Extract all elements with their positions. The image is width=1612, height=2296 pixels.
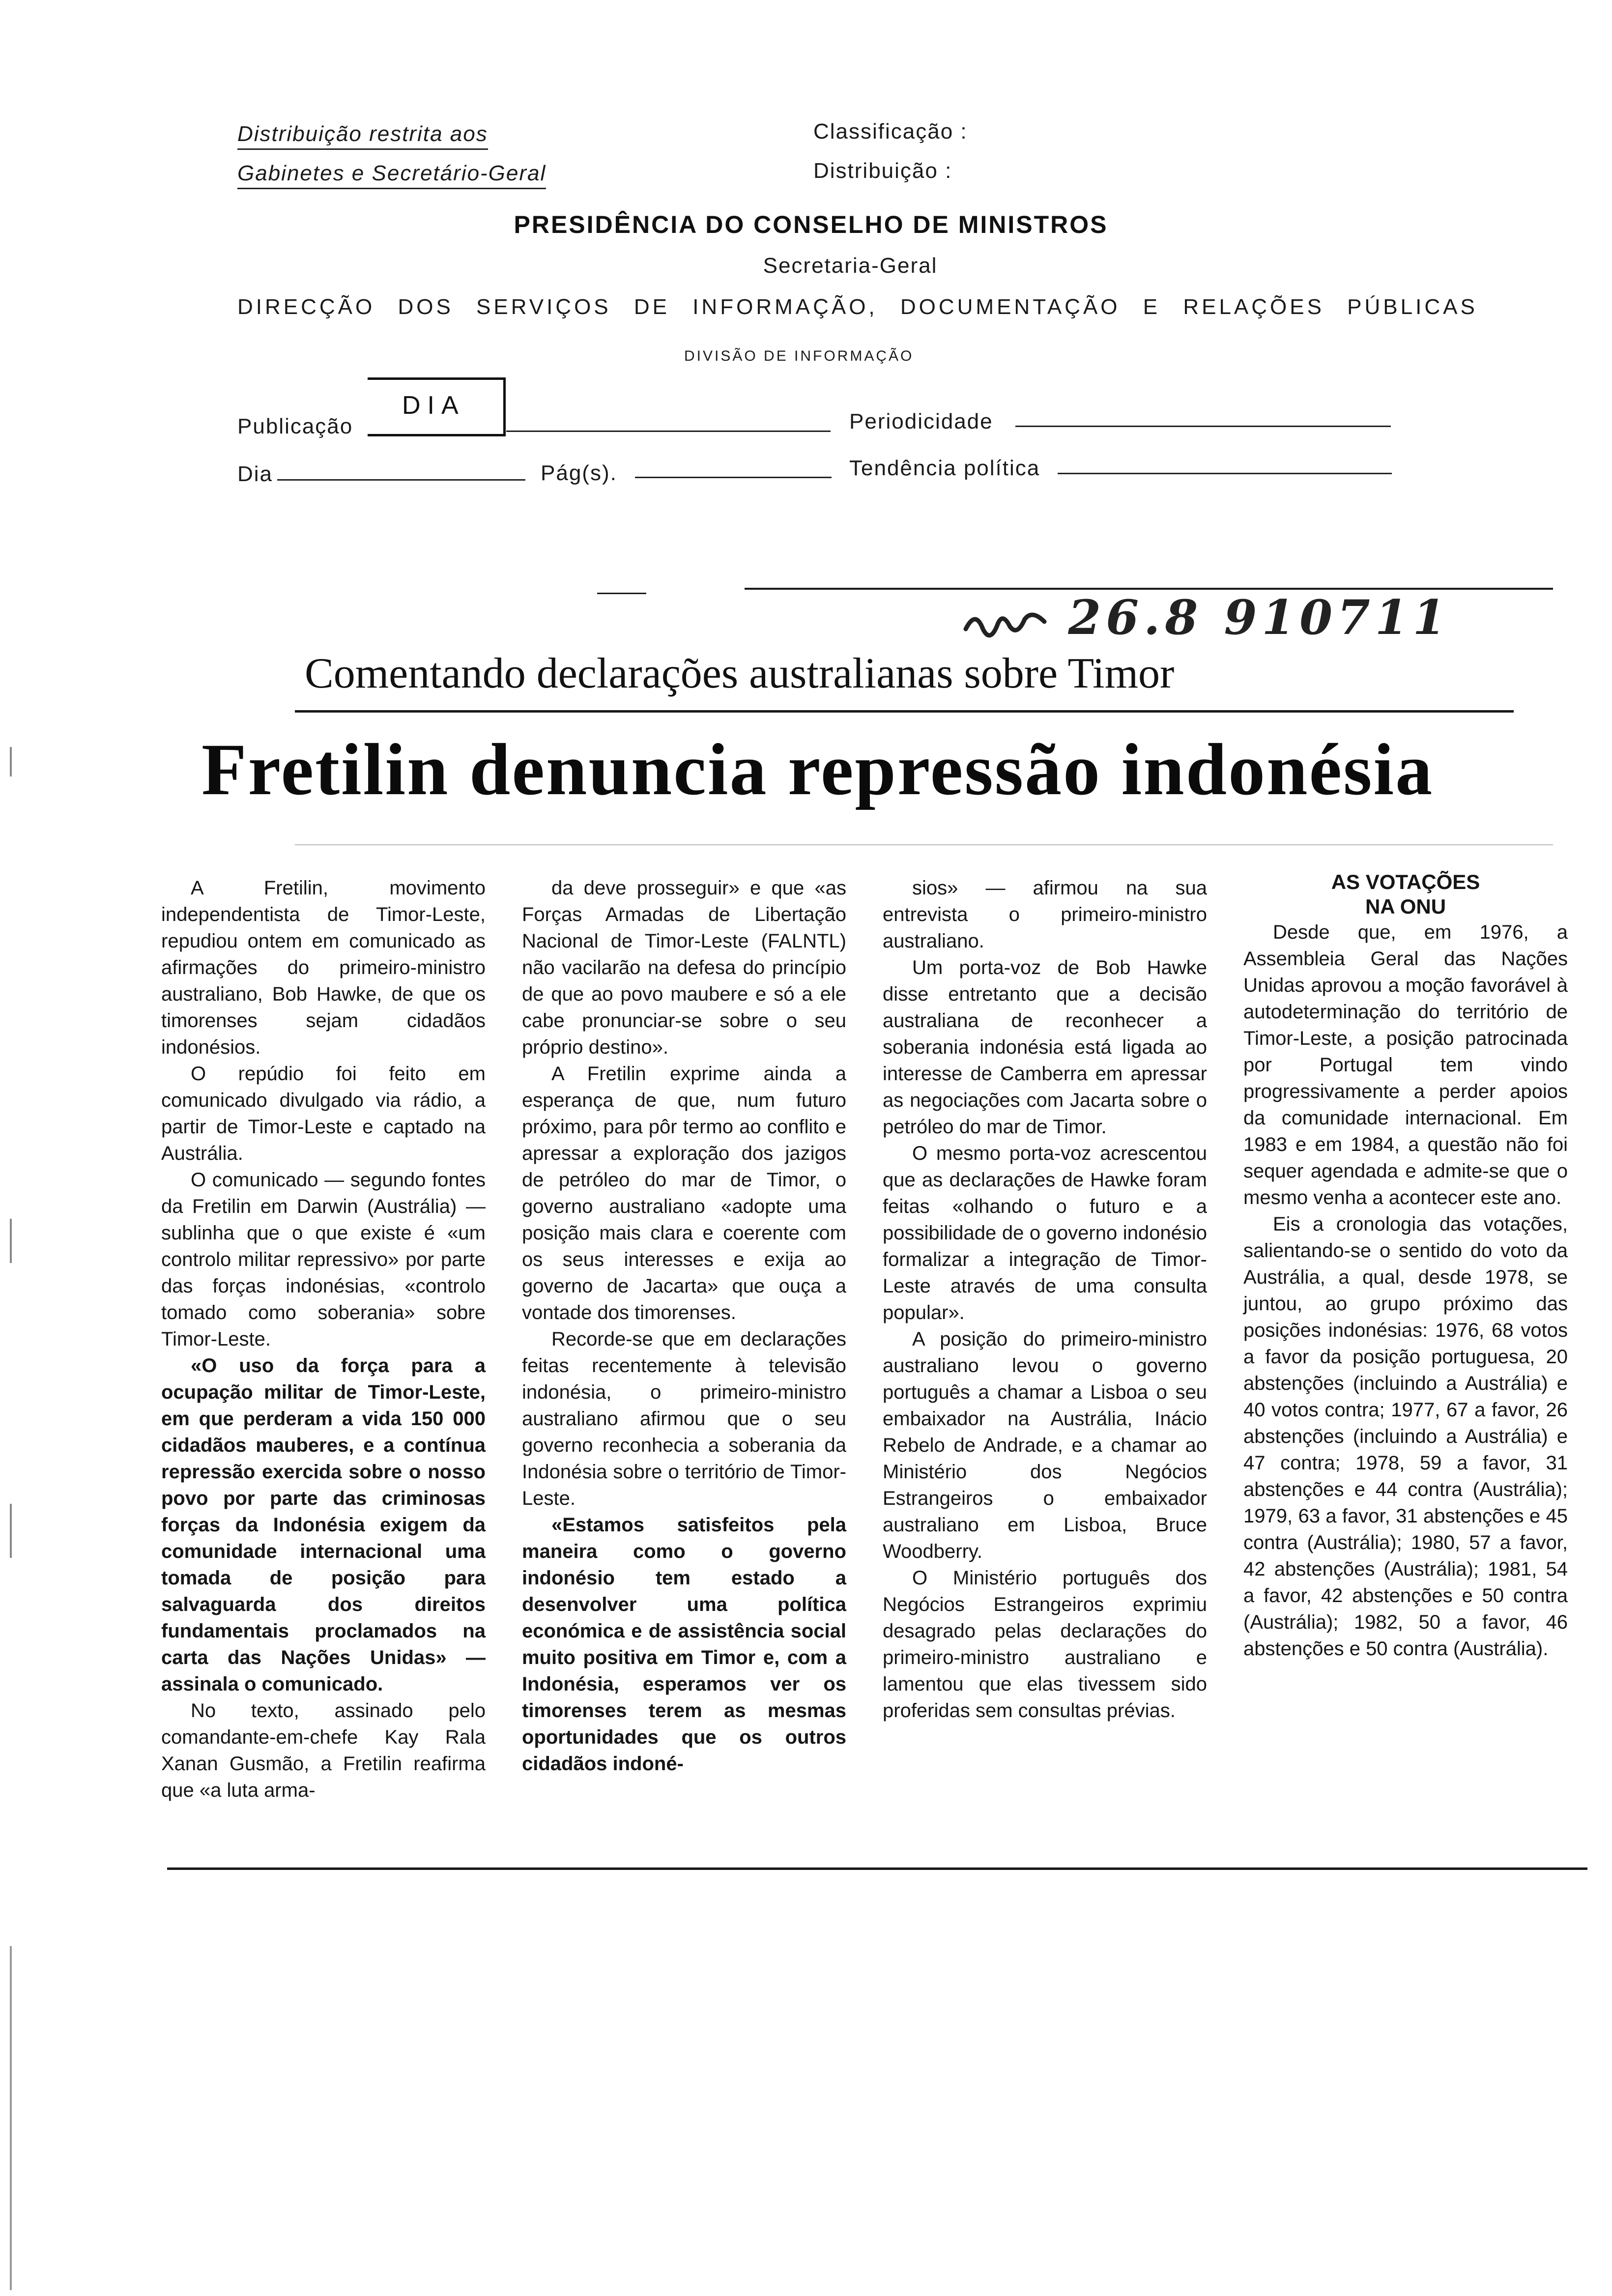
kicker-rule [295,710,1514,713]
periodicity-line [1015,426,1391,427]
article-paragraph: Um porta-voz de Bob Hawke disse entretanto que a decisão australiana de reconhecer a soberania indonésia está ligada ao interesse de Camberra em apressar as negociações com Jacarta sobre o petróleo do mar de Timor. [883,957,1207,1138]
secretariat-label: Secretaria-Geral [763,254,938,278]
article-paragraph: O mesmo porta-voz acrescentou que as declarações de Hawke foram feitas «olhando o futuro e a possibilidade de o governo indonésio formalizar a integração de Timor-Leste através de uma consulta popular». [883,1143,1207,1323]
binding-mark-2 [10,1219,12,1263]
division-label: DIVISÃO DE INFORMAÇÃO [684,348,914,364]
article-kicker: Comentando declarações australianas sobre Timor [305,650,1175,697]
binding-mark-1 [10,747,12,776]
classification-label: Classificação : [813,119,968,144]
article-paragraph: Eis a cronologia das votações, salientando-se o sentido do voto da Austrália, a qual, desde 1978, se juntou, ao grupo próximo das posições indonésias: 1976, 68 votos a favor da posição portuguesa, 20 abstenções (incluindo a Austrália) e 40 votos contra; 1977, 67 a favor, 26 abstenções (incluindo a Austrália) e 47 contra; 1978, 59 a favor, 31 abstenções e 44 contra (Austrália); 1979, 63 a favor, 31 abstenções e 45 contra (Austrália); 1980, 57 a favor, 42 abstenções (Austrália); 1981, 54 a favor, 42 abstenções e 50 contra (Austrália); 1982, 50 a favor, 46 abstenções e 50 contra (Austrália). [1243,1213,1568,1660]
binding-mark-3 [10,1504,12,1558]
article-paragraph: No texto, assinado pelo comandante-em-chefe Kay Rala Xanan Gusmão, a Fretilin reafirma que «a luta arma- [161,1700,486,1801]
sidebar-heading-line2: NA ONU [1365,895,1446,918]
article-paragraph: Desde que, em 1976, a Assembleia Geral das Nações Unidas aprovou a moção favorável à autodeterminação do território de Timor-Leste, a posição patrocinada por Portugal tem vindo progressivamente a perder apoios da comunidade internacional. Em 1983 e em 1984, a questão não foi sequer agendada e admite-se que o mesmo venha a acontecer este ano. [1243,921,1568,1208]
restricted-distribution-line1: Distribuição restrita aos [237,122,488,150]
article-column-1 [161,875,486,1804]
article-paragraph: O Ministério português dos Negócios Estrangeiros exprimiu desagrado pelas declarações do primeiro-ministro australiano e lamentou que elas tivessem sido proferidas sem consultas prévias. [883,1567,1207,1722]
article-column-4 [1243,870,1568,1662]
article-paragraph: A posição do primeiro-ministro australiano levou o governo português a chamar a Lisboa o seu embaixador na Austrália, Inácio Rebelo de Andrade, e a chamar ao Ministério dos Negócios Estrangeiros o embaixador australiano em Lisboa, Bruce Woodberry. [883,1328,1207,1562]
political-tendency-line [1058,473,1392,474]
clip-top-rule-short [597,593,646,594]
handwritten-note-text: 26.8 910711 [1068,590,1451,645]
article-paragraph: O comunicado — segundo fontes da Fretilin em Darwin (Austrália) — sublinha que o que existe é «um controlo militar repressivo» por parte das forças indonésias, «controlo tomado como soberania» sobre Timor-Leste. [161,1169,486,1350]
article-column-2 [522,875,846,1777]
article-paragraph: «O uso da força para a ocupação militar de Timor-Leste, em que perderam a vida 150 000 cidadãos mauberes, e a contínua repressão exercida sobre o nosso povo por parte das criminosas forças da Indonésia exigem da comunidade internacional uma tomada de posição para salvaguarda dos direitos fundamentais proclamados na carta das Nações Unidas» — assinala o comunicado. [161,1355,486,1695]
article-paragraph: «Estamos satisfeitos pela maneira como o governo indonésio tem estado a desenvolver uma política económica e de assistência social muito positiva em Timor e, com a Indonésia, esperamos ver os timorenses terem as mesmas oportunidades que os outros cidadãos indoné- [522,1514,846,1775]
publication-line [506,430,831,432]
restricted-distribution-line2: Gabinetes e Secretário-Geral [237,161,546,189]
day-line [277,479,525,481]
directorate-label: DIRECÇÃO DOS SERVIÇOS DE INFORMAÇÃO, DOCUMENTAÇÃO E RELAÇÕES PÚBLICAS [237,295,1478,319]
binding-mark-4 [10,1946,12,2290]
handwritten-archive-note [963,590,1450,649]
publication-stamp [368,377,506,436]
article-paragraph: da deve prosseguir» e que «as Forças Armadas de Libertação Nacional de Timor-Leste (FALNTL) não vacilarão na defesa do princípio de que ao povo maubere e só a ele cabe pronunciar-se sobre o seu próprio destino». [522,877,846,1058]
article-bottom-rule [167,1867,1587,1870]
pages-line [635,477,832,478]
presidency-title: PRESIDÊNCIA DO CONSELHO DE MINISTROS [514,211,1108,238]
scan-noise-line [295,844,1553,845]
pages-label: Pág(s). [541,461,617,485]
article-paragraph: O repúdio foi feito em comunicado divulgado via rádio, a partir de Timor-Leste e captado na Austrália. [161,1063,486,1164]
article-column-3 [883,875,1207,1724]
sidebar-heading [1243,870,1568,919]
article-paragraph: Recorde-se que em declarações feitas recentemente à televisão indonésia, o primeiro-ministro australiano afirmou que o seu governo reconhecia a soberania da Indonésia sobre o território de Timor-Leste. [522,1328,846,1509]
political-tendency-label: Tendência política [849,456,1040,480]
distribution-label: Distribuição : [813,159,952,183]
article-paragraph: A Fretilin exprime ainda a esperança de que, num futuro próximo, para pôr termo ao conflito e apressar a exploração dos jazigos de petróleo do mar de Timor, o governo australiano «adopte uma posição mais clara e coerente com os seus interesses e exija ao governo de Jacarta» que ouça a vontade dos timorenses. [522,1063,846,1323]
periodicity-label: Periodicidade [849,409,993,433]
article-headline: Fretilin denuncia repressão indonésia [202,729,1434,810]
handwritten-scribble-icon [963,595,1047,649]
day-label: Dia [237,462,273,486]
article-paragraph: A Fretilin, movimento independentista de Timor-Leste, repudiou ontem em comunicado as afirmações do primeiro-ministro australiano, Bob Hawke, de que os timorenses sejam cidadãos indonésios. [161,877,486,1058]
publication-value: DIA [402,391,465,420]
sidebar-heading-line1: AS VOTAÇÕES [1331,870,1480,893]
publication-label: Publicação [237,414,353,438]
article-paragraph: sios» — afirmou na sua entrevista o primeiro-ministro australiano. [883,877,1207,952]
